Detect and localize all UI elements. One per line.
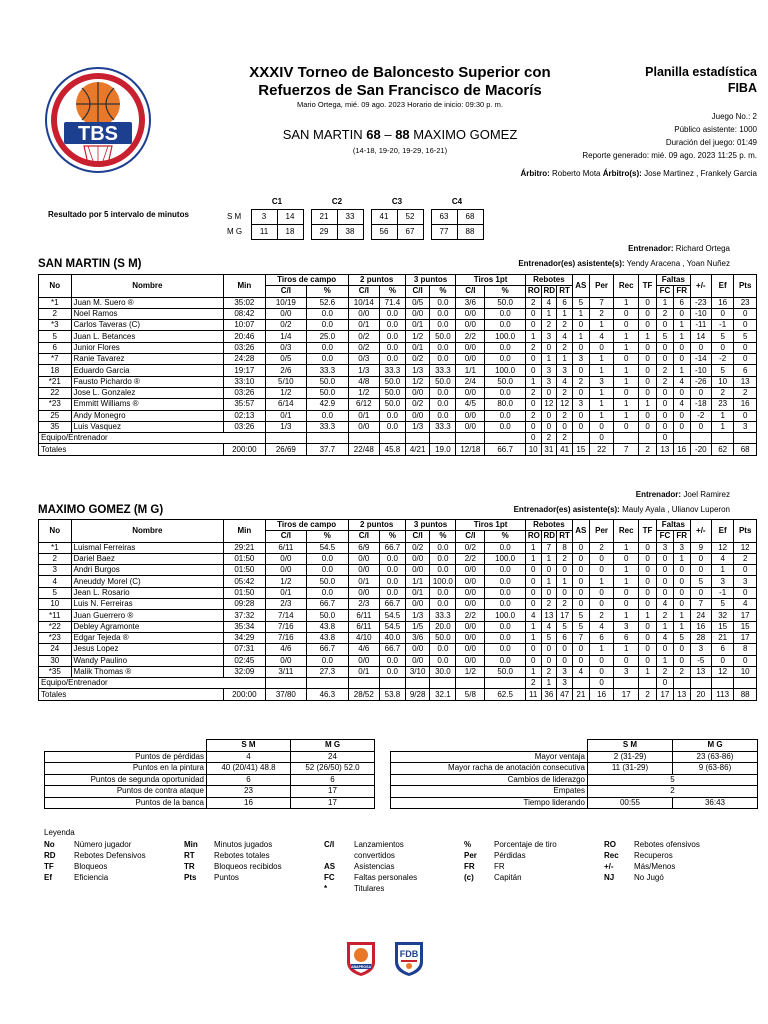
player-row: 18 Eduardo Garcia 19:17 2/6 33.3 1/3 33.3 1/3 33.3 1/1 100.0 0 3 3 0 1 1 0 2 1 -10 5 6 xyxy=(39,365,757,376)
venue-info: Mario Ortega, mié. 09 ago. 2023 Horario de inicio: 09:30 p. m. xyxy=(297,100,503,109)
summary-row: Cambios de liderazgo 5 xyxy=(391,774,758,786)
legend-table xyxy=(44,840,734,895)
legend xyxy=(44,828,744,895)
totals-row: Totales 200:00 26/69 37.7 22/48 45.8 4/21 19.0 12/18 66.7 10 31 41 15 22 7 2 13 16 -20 62 68 xyxy=(39,444,757,455)
summary-row: Puntos de segunda oportunidad 6 6 xyxy=(45,774,375,786)
player-row: 3 Andri Burgos 01:50 0/0 0.0 0/0 0.0 0/0 0.0 0/0 0.0 0 0 0 0 0 1 0 0 0 0 1 0 xyxy=(39,565,757,576)
summary-row: Puntos de contra ataque 23 17 xyxy=(45,786,375,798)
player-row: *11 Juan Guerrero ® 37:32 7/14 50.0 6/11 54.5 1/3 33.3 2/2 100.0 4 13 17 5 2 1 1 2 1 24 32 17 xyxy=(39,610,757,621)
player-row: *35 Malik Thomas ® 32:09 3/11 27.3 0/1 0.0 3/10 30.0 1/2 50.0 1 2 3 4 0 3 1 2 2 13 12 10 xyxy=(39,666,757,677)
svg-text:FDB: FDB xyxy=(399,949,419,959)
game-info: Juego No.: 2 Público asistente: 1000 Duración del juego: 01:49 Reporte generado: mié. 09 ago. 2023 11:25 p. m. xyxy=(582,112,757,160)
player-row: 6 Junior Flores 03:26 0/3 0.0 0/2 0.0 0/1 0.0 0/0 0.0 2 0 2 0 0 1 0 0 0 0 0 0 xyxy=(39,342,757,353)
team-coach-row: Equipo/Entrenador 0 2 2 0 0 xyxy=(39,433,757,444)
summary-row: Puntos en la pintura 40 (20/41) 48.8 52 (26/50) 52.0 xyxy=(45,763,375,775)
player-row: *3 Carlos Taveras (C) 10:07 0/2 0.0 0/1 0.0 0/1 0.0 0/0 0.0 0 2 2 0 1 0 0 0 1 -11 -1 0 xyxy=(39,320,757,331)
team2-stats-table: No Nombre Min Tiros de campo 2 puntos 3 puntos Tiros 1pt Rebotes AS Per Rec TF Faltas +/- Ef Pts C/I % C/I % C/I % C/I % RO RD RT FC FR *1 Luismal Ferreiras 29:21 6/11 54.5 6/9 66.7 0/2 0.0 0/2 0.0 1 7 8 0 2 1 0 3 3 9 12 12 2 Dariel Baez 01:50 0/0 0.0 0/0 0.0 0/0 0.0 2/2 100.0 1 1 2 0 0 0 0 0 1 0 4 2 3 Andri Burgos 01:50 0/0 0.0 0/0 0.0 0/0 0.0 0/0 0.0 0 0 0 0 0 1 0 0 0 0 1 0 4 Aneuddy Morel (C) 05:42 1/2 50.0 0/1 0.0 1/1 100.0 0/0 0.0 0 1 1 0 1 1 0 0 0 5 3 3 5 Jean L. Rosario 01:50 0/1 0.0 0/0 0.0 0/1 0.0 0/0 0.0 0 0 0 0 0 0 0 0 0 0 -1 0 10 Luis N. Ferreiras 09:28 2/3 66.7 2/3 66.7 0/0 0.0 0/0 0.0 0 2 2 0 0 0 0 4 0 7 5 4 *11 Juan Guerrero ® 37:32 7/14 50.0 6/11 54.5 1/3 33.3 2/2 100.0 4 13 17 5 2 1 1 2 1 24 32 17 *22 Debley Agramonte 35:34 7/16 43.8 6/11 54.5 1/5 20.0 0/0 0.0 1 4 5 5 4 3 0 1 1 16 15 15 *23 Edgar Tejeda ® 34:29 7/16 43.8 4/10 40.0 3/6 50.0 0/0 0.0 1 5 6 7 6 6 0 4 5 28 21 17 24 Jesus Lopez 07:31 4/6 66.7 4/6 66.7 0/0 0.0 0/0 0.0 0 0 0 0 1 1 0 0 0 3 6 8 30 Wandy Paulino 02:45 0/0 0.0 0/0 0.0 0/0 0.0 0/0 0.0 0 0 0 0 0 0 0 1 0 -5 0 0 *35 Malik Thomas ® 32:09 3/11 27.3 0/1 0.0 3/10 30.0 1/2 50.0 1 2 3 4 0 3 1 2 2 13 12 10 Equipo/Entrenador 2 1 3 0 0 Totales 200:00 37/80 46.3 28/52 53.8 9/28 32.1 5/8 62.5 11 36 47 21 16 17 2 17 13 20 113 88 xyxy=(38,519,757,701)
team1-coach: Entrenador: Richard Ortega xyxy=(628,244,730,253)
legend-title: Leyenda xyxy=(44,828,75,837)
legend-row: TF Bloqueos TR Bloqueos recibidos AS Asistencias FR FR +/- Más/Menos xyxy=(44,862,676,871)
summary-points-table: S M M G Puntos de pérdidas 4 24 Puntos en la pintura 40 (20/41) 48.8 52 (26/50) 52.0 Puntos de segunda oportunidad 6 6 Puntos de contra ataque 23 17 Puntos de la banca 16 17 xyxy=(44,739,375,809)
summary-row: Puntos de la banca 16 17 xyxy=(45,797,375,809)
referees: Árbitro: Roberto Mota Árbitro(s): Jose Martinez , Frankely Garcia xyxy=(520,169,757,178)
player-row: 25 Andy Monegro 02:13 0/1 0.0 0/1 0.0 0/0 0.0 0/0 0.0 2 0 2 0 1 1 0 0 0 -2 1 0 xyxy=(39,410,757,421)
sheet-title: Planilla estadística FIBA xyxy=(645,65,757,95)
player-row: 5 Jean L. Rosario 01:50 0/1 0.0 0/0 0.0 0/1 0.0 0/0 0.0 0 0 0 0 0 0 0 0 0 0 -1 0 xyxy=(39,587,757,598)
tournament-logo xyxy=(44,66,152,174)
period-scores: (14-18, 19-20, 19-29, 16-21) xyxy=(352,146,448,155)
svg-text:ABAPROSA: ABAPROSA xyxy=(350,965,372,969)
totals-row: Totales 200:00 37/80 46.3 28/52 53.8 9/28 32.1 5/8 62.5 11 36 47 21 16 17 2 17 13 20 113 88 xyxy=(39,689,757,700)
summary-row: Tiempo liderando 00:55 36:43 xyxy=(391,797,758,809)
abaprosa-logo xyxy=(341,938,381,983)
quarter-row: M G 11 18 29 38 56 67 77 88 xyxy=(225,224,483,239)
player-row: 22 Jose L. Gonzalez 03:26 1/2 50.0 1/2 50.0 0/0 0.0 0/0 0.0 2 0 2 0 1 0 0 0 0 0 2 2 xyxy=(39,387,757,398)
player-row: *21 Fausto Pichardo ® 33:10 5/10 50.0 4/8 50.0 1/2 50.0 2/4 50.0 1 3 4 2 3 1 0 2 4 -26 10 13 xyxy=(39,376,757,387)
team1-stats-table: No Nombre Min Tiros de campo 2 puntos 3 puntos Tiros 1pt Rebotes AS Per Rec TF Faltas +/- Ef Pts C/I % C/I % C/I % C/I % RO RD RT FC FR *1 Juan M. Suero ® 35:02 10/19 52.6 10/14 71.4 0/5 0.0 3/6 50.0 2 4 6 5 7 1 0 1 6 -23 16 23 2 Noel Ramos 08:42 0/0 0.0 0/0 0.0 0/0 0.0 0/0 0.0 0 1 1 1 2 0 0 2 0 -10 0 0 *3 Carlos Taveras (C) 10:07 0/2 0.0 0/1 0.0 0/1 0.0 0/0 0.0 0 2 2 0 1 0 0 0 1 -11 -1 0 5 Juan L. Betances 20:46 1/4 25.0 0/2 0.0 1/2 50.0 2/2 100.0 1 3 4 1 4 1 1 5 1 14 5 5 6 Junior Flores 03:26 0/3 0.0 0/2 0.0 0/1 0.0 0/0 0.0 2 0 2 0 0 1 0 0 0 0 0 0 *7 Ranie Tavarez 24:28 0/5 0.0 0/3 0.0 0/2 0.0 0/0 0.0 0 1 1 3 1 0 0 0 0 -14 -2 0 18 Eduardo Garcia 19:17 2/6 33.3 1/3 33.3 1/3 33.3 1/1 100.0 0 3 3 0 1 1 0 2 1 -10 5 6 *21 Fausto Pichardo ® 33:10 5/10 50.0 4/8 50.0 1/2 50.0 2/4 50.0 1 3 4 2 3 1 0 2 4 -26 10 13 22 Jose L. Gonzalez 03:26 1/2 50.0 1/2 50.0 0/0 0.0 0/0 0.0 2 0 2 0 1 0 0 0 0 0 2 2 *23 Emmitt Williams ® 35:57 6/14 42.9 6/12 50.0 0/2 0.0 4/5 80.0 0 12 12 3 1 1 1 0 4 -18 23 16 25 Andy Monegro 02:13 0/1 0.0 0/1 0.0 0/0 0.0 0/0 0.0 2 0 2 0 1 1 0 0 0 -2 1 0 35 Luis Vasquez 03:26 1/3 33.3 0/0 0.0 1/3 33.3 0/0 0.0 0 0 0 0 0 0 0 0 0 0 1 3 Equipo/Entrenador 0 2 2 0 0 Totales 200:00 26/69 37.7 22/48 45.8 4/21 19.0 12/18 66.7 10 31 41 15 22 7 2 13 16 -20 62 68 xyxy=(38,274,757,456)
player-row: 24 Jesus Lopez 07:31 4/6 66.7 4/6 66.7 0/0 0.0 0/0 0.0 0 0 0 0 1 1 0 0 0 3 6 8 xyxy=(39,644,757,655)
summary-row: Mayor ventaja 2 (31-29) 23 (63-86) xyxy=(391,751,758,763)
team1-name: SAN MARTIN (S M) xyxy=(38,258,142,270)
team-coach-row: Equipo/Entrenador 2 1 3 0 0 xyxy=(39,678,757,689)
final-score: SAN MARTIN 68 – 88 MAXIMO GOMEZ xyxy=(282,127,518,142)
legend-row: * Titulares xyxy=(324,884,385,893)
svg-text:TBS: TBS xyxy=(78,123,118,145)
legend-row: Ef Eficiencia Pts Puntos FC Faltas personales (c) Capitán NJ No Jugó xyxy=(44,873,664,882)
team2-coach: Entrenador: Joel Ramirez xyxy=(635,490,730,499)
player-row: *1 Luismal Ferreiras 29:21 6/11 54.5 6/9 66.7 0/2 0.0 0/2 0.0 1 7 8 0 2 1 0 3 3 9 12 12 xyxy=(39,542,757,553)
player-row: 30 Wandy Paulino 02:45 0/0 0.0 0/0 0.0 0/0 0.0 0/0 0.0 0 0 0 0 0 0 0 1 0 -5 0 0 xyxy=(39,655,757,666)
summary-lead-table: S M M G Mayor ventaja 2 (31-29) 23 (63-86) Mayor racha de anotación consecutiva 11 (31-29) 9 (63-86) Cambios de liderazgo 5 Empates 2 Tiempo liderando 00:55 36:43 xyxy=(390,739,758,809)
player-row: 4 Aneuddy Morel (C) 05:42 1/2 50.0 0/1 0.0 1/1 100.0 0/0 0.0 0 1 1 0 1 1 0 0 0 5 3 3 xyxy=(39,576,757,587)
player-row: *23 Edgar Tejeda ® 34:29 7/16 43.8 4/10 40.0 3/6 50.0 0/0 0.0 1 5 6 7 6 6 0 4 5 28 21 17 xyxy=(39,632,757,643)
player-row: *7 Ranie Tavarez 24:28 0/5 0.0 0/3 0.0 0/2 0.0 0/0 0.0 0 1 1 3 1 0 0 0 0 -14 -2 0 xyxy=(39,354,757,365)
summary-row: Puntos de pérdidas 4 24 xyxy=(45,751,375,763)
fdb-logo xyxy=(389,938,429,983)
player-row: 5 Juan L. Betances 20:46 1/4 25.0 0/2 0.0 1/2 50.0 2/2 100.0 1 3 4 1 4 1 1 5 1 14 5 5 xyxy=(39,331,757,342)
legend-row: No Número jugador Min Minutos jugados C/I Lanzamientos % Porcentaje de tiro RO Rebotes ofensivos xyxy=(44,840,700,849)
team1-assistants: Entrenador(es) asistente(s): Yendy Aracena , Yoan Nuñez xyxy=(518,259,730,268)
player-row: *1 Juan M. Suero ® 35:02 10/19 52.6 10/14 71.4 0/5 0.0 3/6 50.0 2 4 6 5 7 1 0 1 6 -23 16 23 xyxy=(39,297,757,308)
player-row: 35 Luis Vasquez 03:26 1/3 33.3 0/0 0.0 1/3 33.3 0/0 0.0 0 0 0 0 0 0 0 0 0 0 1 3 xyxy=(39,421,757,432)
player-row: 2 Noel Ramos 08:42 0/0 0.0 0/0 0.0 0/0 0.0 0/0 0.0 0 1 1 1 2 0 0 2 0 -10 0 0 xyxy=(39,308,757,319)
tournament-title: XXXIV Torneo de Baloncesto Superior con Refuerzos de San Francisco de Macorís xyxy=(249,64,551,99)
player-row: 2 Dariel Baez 01:50 0/0 0.0 0/0 0.0 0/0 0.0 2/2 100.0 1 1 2 0 0 0 0 0 1 0 4 2 xyxy=(39,553,757,564)
player-row: *23 Emmitt Williams ® 35:57 6/14 42.9 6/12 50.0 0/2 0.0 4/5 80.0 0 12 12 3 1 1 1 0 4 -18 23 16 xyxy=(39,399,757,410)
player-row: 10 Luis N. Ferreiras 09:28 2/3 66.7 2/3 66.7 0/0 0.0 0/0 0.0 0 2 2 0 0 0 0 4 0 7 5 4 xyxy=(39,599,757,610)
summary-row: Empates 2 xyxy=(391,786,758,798)
team2-name: MAXIMO GOMEZ (M G) xyxy=(38,504,164,516)
player-row: *22 Debley Agramonte 35:34 7/16 43.8 6/11 54.5 1/5 20.0 0/0 0.0 1 4 5 5 4 3 0 1 1 16 15 15 xyxy=(39,621,757,632)
quarter-table: C1 C2 C3 C4 S M 3 14 21 33 41 52 63 68 M G 11 18 29 38 56 67 77 88 xyxy=(225,194,484,240)
summary-row: Mayor racha de anotación consecutiva 11 (31-29) 9 (63-86) xyxy=(391,763,758,775)
quarter-row: S M 3 14 21 33 41 52 63 68 xyxy=(225,209,483,224)
legend-row: RD Rebotes Defensivos RT Rebotes totales convertidos Per Pérdidas Rec Recuperos xyxy=(44,851,673,860)
team2-assistants: Entrenador(es) asistente(s): Mauly Ayala , Ulianov Luperon xyxy=(513,505,730,514)
interval-label: Resultado por 5 intervalo de minutos xyxy=(48,210,189,219)
